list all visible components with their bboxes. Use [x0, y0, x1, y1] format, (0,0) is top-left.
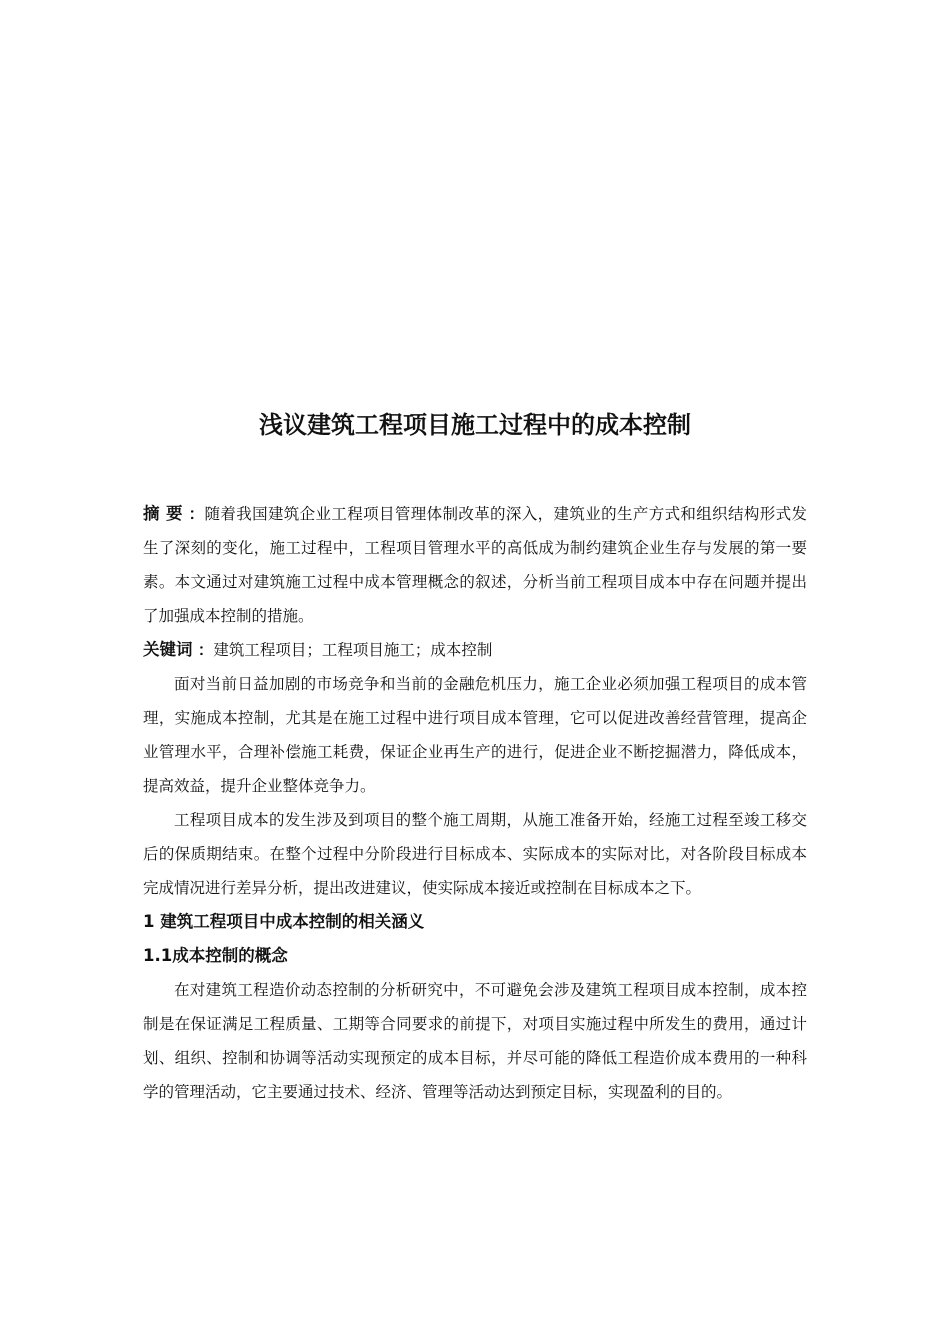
abstract-label: 摘 要	[143, 504, 183, 523]
document-body	[143, 497, 807, 1109]
section-1-heading: 1 建筑工程项目中成本控制的相关涵义	[143, 912, 425, 931]
abstract-separator: ：	[182, 504, 205, 523]
subsection-1-1-heading: 1.1成本控制的概念	[143, 946, 288, 965]
subsection-1-1-paragraph: 在对建筑工程造价动态控制的分析研究中，不可避免会涉及建筑工程项目成本控制，成本控制是在保证满足工程质量、工期等合同要求的前提下，对项目实施过程中所发生的费用，通过计划、组织、控制和协调等活动实现预定的成本目标，并尽可能的降低工程造价成本费用的一种科学的管理活动，它主要通过技术、经济、管理等活动达到预定目标，实现盈利的目的。	[143, 981, 807, 1101]
keywords-paragraph	[143, 633, 807, 667]
abstract-paragraph	[143, 497, 807, 633]
keywords-text: 建筑工程项目；工程项目施工；成本控制	[213, 641, 493, 659]
body-paragraph-2: 工程项目成本的发生涉及到项目的整个施工周期，从施工准备开始，经施工过程至竣工移交后的保质期结束。在整个过程中分阶段进行目标成本、实际成本的实际对比，对各阶段目标成本完成情况进行差异分析，提出改进建议，使实际成本接近或控制在目标成本之下。	[143, 811, 807, 897]
body-paragraph-1: 面对当前日益加剧的市场竞争和当前的金融危机压力，施工企业必须加强工程项目的成本管理，实施成本控制，尤其是在施工过程中进行项目成本管理，它可以促进改善经营管理，提高企业管理水平，合理补偿施工耗费，保证企业再生产的进行，促进企业不断挖掘潜力，降低成本，提高效益，提升企业整体竞争力。	[143, 675, 807, 795]
keywords-separator: ：	[192, 640, 214, 659]
keywords-label: 关键词	[143, 640, 193, 659]
abstract-text: 随着我国建筑企业工程项目管理体制改革的深入，建筑业的生产方式和组织结构形式发生了深刻的变化，施工过程中，工程项目管理水平的高低成为制约建筑企业生存与发展的第一要素。本文通过对建筑施工过程中成本管理概念的叙述，分析当前工程项目成本中存在问题并提出了加强成本控制的措施。	[143, 505, 807, 625]
document-title: 浅议建筑工程项目施工过程中的成本控制	[259, 411, 691, 440]
